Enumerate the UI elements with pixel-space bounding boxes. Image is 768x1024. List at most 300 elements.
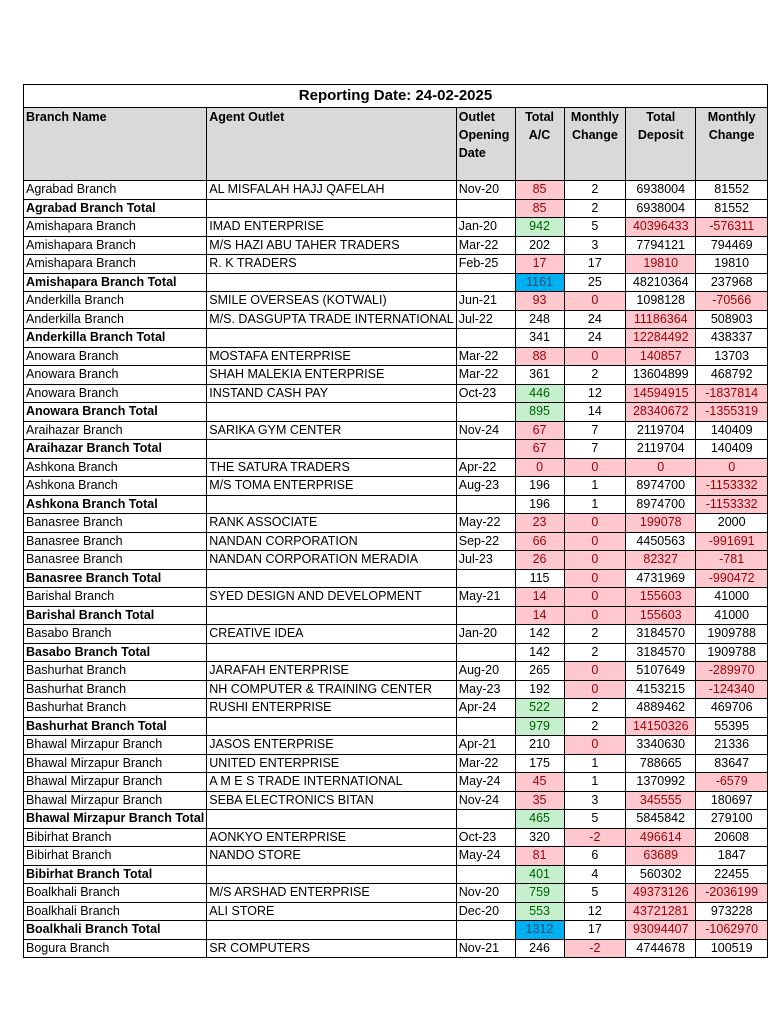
ac-change-cell: 3 xyxy=(564,791,626,810)
deposit-change-cell: 794469 xyxy=(696,236,768,255)
total-deposit-cell: 199078 xyxy=(626,514,696,533)
deposit-change-cell: 468792 xyxy=(696,366,768,385)
agent-outlet-cell: SYED DESIGN AND DEVELOPMENT xyxy=(207,588,456,607)
table-row xyxy=(24,736,768,755)
branch-name-cell: Anowara Branch xyxy=(24,347,207,366)
branch-name-cell: Bibirhat Branch Total xyxy=(24,865,207,884)
ac-change-cell: 0 xyxy=(564,458,626,477)
total-ac-cell: 446 xyxy=(515,384,564,403)
header-agent-outlet: Agent Outlet xyxy=(207,108,456,181)
total-ac-cell: 192 xyxy=(515,680,564,699)
branch-name-cell: Barishal Branch Total xyxy=(24,606,207,625)
table-row xyxy=(24,939,768,958)
branch-name-cell: Araihazar Branch xyxy=(24,421,207,440)
branch-name-cell: Ashkona Branch xyxy=(24,477,207,496)
total-ac-cell: 401 xyxy=(515,865,564,884)
table-row xyxy=(24,532,768,551)
total-deposit-cell: 140857 xyxy=(626,347,696,366)
table-row xyxy=(24,773,768,792)
branch-name-cell: Ashkona Branch Total xyxy=(24,495,207,514)
opening-date-cell: Mar-22 xyxy=(456,236,515,255)
total-deposit-cell: 14150326 xyxy=(626,717,696,736)
title-row xyxy=(24,85,768,108)
total-ac-cell: 942 xyxy=(515,218,564,237)
agent-outlet-cell xyxy=(207,403,456,422)
total-ac-cell: 553 xyxy=(515,902,564,921)
branch-name-cell: Anderkilla Branch Total xyxy=(24,329,207,348)
branch-name-cell: Bibirhat Branch xyxy=(24,847,207,866)
deposit-change-cell: 55395 xyxy=(696,717,768,736)
deposit-change-cell: 41000 xyxy=(696,606,768,625)
total-deposit-cell: 4731969 xyxy=(626,569,696,588)
total-ac-cell: 196 xyxy=(515,477,564,496)
total-ac-cell: 895 xyxy=(515,403,564,422)
table-row xyxy=(24,791,768,810)
branch-total-row xyxy=(24,440,768,459)
agent-outlet-cell: M/S. DASGUPTA TRADE INTERNATIONAL xyxy=(207,310,456,329)
ac-change-cell: 0 xyxy=(564,551,626,570)
branch-name-cell: Barishal Branch xyxy=(24,588,207,607)
table-row xyxy=(24,884,768,903)
branch-name-cell: Bibirhat Branch xyxy=(24,828,207,847)
table-row xyxy=(24,551,768,570)
opening-date-cell: Mar-22 xyxy=(456,754,515,773)
agent-outlet-cell: JARAFAH ENTERPRISE xyxy=(207,662,456,681)
deposit-change-cell: 279100 xyxy=(696,810,768,829)
opening-date-cell: Nov-21 xyxy=(456,939,515,958)
report-table xyxy=(23,84,768,958)
branch-total-row xyxy=(24,810,768,829)
branch-name-cell: Basabo Branch xyxy=(24,625,207,644)
ac-change-cell: 0 xyxy=(564,736,626,755)
total-deposit-cell: 1098128 xyxy=(626,292,696,311)
opening-date-cell: Dec-20 xyxy=(456,902,515,921)
ac-change-cell: 0 xyxy=(564,569,626,588)
branch-name-cell: Boalkhali Branch xyxy=(24,884,207,903)
agent-outlet-cell: NANDAN CORPORATION MERADIA xyxy=(207,551,456,570)
ac-change-cell: 2 xyxy=(564,699,626,718)
opening-date-cell: Nov-20 xyxy=(456,884,515,903)
opening-date-cell: Sep-22 xyxy=(456,532,515,551)
opening-date-cell xyxy=(456,329,515,348)
total-deposit-cell: 3184570 xyxy=(626,643,696,662)
agent-outlet-cell xyxy=(207,865,456,884)
total-ac-cell: 45 xyxy=(515,773,564,792)
opening-date-cell: Jul-23 xyxy=(456,551,515,570)
deposit-change-cell: 1909788 xyxy=(696,625,768,644)
total-deposit-cell: 6938004 xyxy=(626,199,696,218)
total-deposit-cell: 4153215 xyxy=(626,680,696,699)
agent-outlet-cell: NH COMPUTER & TRAINING CENTER xyxy=(207,680,456,699)
deposit-change-cell: 237968 xyxy=(696,273,768,292)
total-deposit-cell: 49373126 xyxy=(626,884,696,903)
total-ac-cell: 23 xyxy=(515,514,564,533)
total-deposit-cell: 2119704 xyxy=(626,421,696,440)
branch-name-cell: Bhawal Mirzapur Branch xyxy=(24,773,207,792)
ac-change-cell: 6 xyxy=(564,847,626,866)
branch-name-cell: Bashurhat Branch xyxy=(24,680,207,699)
branch-name-cell: Anowara Branch xyxy=(24,366,207,385)
header-deposit-monthly-change: Monthly Change xyxy=(696,108,768,181)
branch-name-cell: Ashkona Branch xyxy=(24,458,207,477)
agent-outlet-cell: M/S ARSHAD ENTERPRISE xyxy=(207,884,456,903)
total-deposit-cell: 1370992 xyxy=(626,773,696,792)
ac-change-cell: 5 xyxy=(564,810,626,829)
total-deposit-cell: 3340630 xyxy=(626,736,696,755)
agent-outlet-cell xyxy=(207,606,456,625)
deposit-change-cell: 140409 xyxy=(696,440,768,459)
branch-name-cell: Boalkhali Branch xyxy=(24,902,207,921)
ac-change-cell: 1 xyxy=(564,773,626,792)
total-deposit-cell: 788665 xyxy=(626,754,696,773)
deposit-change-cell: 438337 xyxy=(696,329,768,348)
total-ac-cell: 67 xyxy=(515,440,564,459)
total-ac-cell: 14 xyxy=(515,606,564,625)
ac-change-cell: 2 xyxy=(564,717,626,736)
total-ac-cell: 210 xyxy=(515,736,564,755)
table-row xyxy=(24,181,768,200)
table-row xyxy=(24,477,768,496)
ac-change-cell: 0 xyxy=(564,680,626,699)
opening-date-cell: Apr-24 xyxy=(456,699,515,718)
deposit-change-cell: 81552 xyxy=(696,181,768,200)
total-deposit-cell: 48210364 xyxy=(626,273,696,292)
total-deposit-cell: 4450563 xyxy=(626,532,696,551)
total-ac-cell: 93 xyxy=(515,292,564,311)
opening-date-cell: Nov-20 xyxy=(456,181,515,200)
opening-date-cell: Nov-24 xyxy=(456,791,515,810)
table-row xyxy=(24,255,768,274)
ac-change-cell: -2 xyxy=(564,939,626,958)
total-deposit-cell: 13604899 xyxy=(626,366,696,385)
agent-outlet-cell: RUSHI ENTERPRISE xyxy=(207,699,456,718)
agent-outlet-cell: IMAD ENTERPRISE xyxy=(207,218,456,237)
branch-total-row xyxy=(24,199,768,218)
opening-date-cell xyxy=(456,440,515,459)
total-ac-cell: 17 xyxy=(515,255,564,274)
opening-date-cell: Aug-20 xyxy=(456,662,515,681)
deposit-change-cell: 83647 xyxy=(696,754,768,773)
branch-name-cell: Amishapara Branch xyxy=(24,255,207,274)
ac-change-cell: 2 xyxy=(564,625,626,644)
branch-name-cell: Anowara Branch xyxy=(24,384,207,403)
opening-date-cell: Mar-22 xyxy=(456,366,515,385)
total-deposit-cell: 6938004 xyxy=(626,181,696,200)
agent-outlet-cell: SHAH MALEKIA ENTERPRISE xyxy=(207,366,456,385)
deposit-change-cell: 100519 xyxy=(696,939,768,958)
agent-outlet-cell: INSTAND CASH PAY xyxy=(207,384,456,403)
table-row xyxy=(24,662,768,681)
agent-outlet-cell xyxy=(207,717,456,736)
ac-change-cell: 0 xyxy=(564,347,626,366)
agent-outlet-cell: ALI STORE xyxy=(207,902,456,921)
total-deposit-cell: 560302 xyxy=(626,865,696,884)
total-ac-cell: 759 xyxy=(515,884,564,903)
opening-date-cell xyxy=(456,810,515,829)
ac-change-cell: 2 xyxy=(564,643,626,662)
opening-date-cell xyxy=(456,921,515,940)
ac-change-cell: 1 xyxy=(564,754,626,773)
branch-name-cell: Bhawal Mirzapur Branch xyxy=(24,791,207,810)
agent-outlet-cell: THE SATURA TRADERS xyxy=(207,458,456,477)
agent-outlet-cell: SEBA ELECTRONICS BITAN xyxy=(207,791,456,810)
agent-outlet-cell: SARIKA GYM CENTER xyxy=(207,421,456,440)
deposit-change-cell: 0 xyxy=(696,458,768,477)
deposit-change-cell: 180697 xyxy=(696,791,768,810)
opening-date-cell xyxy=(456,717,515,736)
opening-date-cell xyxy=(456,569,515,588)
agent-outlet-cell: CREATIVE IDEA xyxy=(207,625,456,644)
ac-change-cell: 17 xyxy=(564,921,626,940)
opening-date-cell: Aug-23 xyxy=(456,477,515,496)
header-ac-monthly-change: Monthly Change xyxy=(564,108,626,181)
opening-date-cell: Jul-22 xyxy=(456,310,515,329)
deposit-change-cell: 19810 xyxy=(696,255,768,274)
total-deposit-cell: 11186364 xyxy=(626,310,696,329)
branch-name-cell: Banasree Branch xyxy=(24,551,207,570)
branch-name-cell: Banasree Branch xyxy=(24,532,207,551)
branch-name-cell: Banasree Branch xyxy=(24,514,207,533)
total-ac-cell: 66 xyxy=(515,532,564,551)
branch-name-cell: Araihazar Branch Total xyxy=(24,440,207,459)
ac-change-cell: 0 xyxy=(564,532,626,551)
opening-date-cell: Jan-20 xyxy=(456,218,515,237)
total-deposit-cell: 0 xyxy=(626,458,696,477)
table-row xyxy=(24,754,768,773)
agent-outlet-cell xyxy=(207,810,456,829)
deposit-change-cell: -1153332 xyxy=(696,495,768,514)
ac-change-cell: 12 xyxy=(564,902,626,921)
total-ac-cell: 1161 xyxy=(515,273,564,292)
deposit-change-cell: 973228 xyxy=(696,902,768,921)
table-row xyxy=(24,292,768,311)
branch-total-row xyxy=(24,569,768,588)
branch-name-cell: Bhawal Mirzapur Branch Total xyxy=(24,810,207,829)
branch-name-cell: Bhawal Mirzapur Branch xyxy=(24,754,207,773)
agent-outlet-cell xyxy=(207,495,456,514)
ac-change-cell: 0 xyxy=(564,606,626,625)
ac-change-cell: 3 xyxy=(564,236,626,255)
total-ac-cell: 522 xyxy=(515,699,564,718)
total-ac-cell: 142 xyxy=(515,625,564,644)
table-row xyxy=(24,421,768,440)
ac-change-cell: -2 xyxy=(564,828,626,847)
table-row xyxy=(24,347,768,366)
total-ac-cell: 35 xyxy=(515,791,564,810)
ac-change-cell: 7 xyxy=(564,421,626,440)
deposit-change-cell: 81552 xyxy=(696,199,768,218)
total-ac-cell: 175 xyxy=(515,754,564,773)
deposit-change-cell: -1837814 xyxy=(696,384,768,403)
total-deposit-cell: 63689 xyxy=(626,847,696,866)
agent-outlet-cell xyxy=(207,199,456,218)
table-row xyxy=(24,458,768,477)
opening-date-cell: May-22 xyxy=(456,514,515,533)
branch-name-cell: Banasree Branch Total xyxy=(24,569,207,588)
ac-change-cell: 14 xyxy=(564,403,626,422)
deposit-change-cell: 22455 xyxy=(696,865,768,884)
ac-change-cell: 2 xyxy=(564,181,626,200)
opening-date-cell: Oct-23 xyxy=(456,384,515,403)
opening-date-cell: Feb-25 xyxy=(456,255,515,274)
opening-date-cell: Oct-23 xyxy=(456,828,515,847)
ac-change-cell: 4 xyxy=(564,865,626,884)
deposit-change-cell: -990472 xyxy=(696,569,768,588)
total-ac-cell: 0 xyxy=(515,458,564,477)
opening-date-cell xyxy=(456,495,515,514)
total-ac-cell: 67 xyxy=(515,421,564,440)
total-ac-cell: 196 xyxy=(515,495,564,514)
total-deposit-cell: 345555 xyxy=(626,791,696,810)
opening-date-cell: Apr-21 xyxy=(456,736,515,755)
ac-change-cell: 7 xyxy=(564,440,626,459)
branch-total-row xyxy=(24,403,768,422)
opening-date-cell: Mar-22 xyxy=(456,347,515,366)
total-ac-cell: 265 xyxy=(515,662,564,681)
deposit-change-cell: 20608 xyxy=(696,828,768,847)
deposit-change-cell: -289970 xyxy=(696,662,768,681)
ac-change-cell: 5 xyxy=(564,884,626,903)
deposit-change-cell: 508903 xyxy=(696,310,768,329)
table-row xyxy=(24,310,768,329)
report-title: Reporting Date: 24-02-2025 xyxy=(24,85,768,108)
deposit-change-cell: 1909788 xyxy=(696,643,768,662)
opening-date-cell xyxy=(456,199,515,218)
branch-name-cell: Anderkilla Branch xyxy=(24,292,207,311)
branch-total-row xyxy=(24,921,768,940)
table-row xyxy=(24,236,768,255)
total-deposit-cell: 496614 xyxy=(626,828,696,847)
branch-name-cell: Bhawal Mirzapur Branch xyxy=(24,736,207,755)
branch-name-cell: Amishapara Branch Total xyxy=(24,273,207,292)
opening-date-cell: Nov-24 xyxy=(456,421,515,440)
opening-date-cell xyxy=(456,606,515,625)
agent-outlet-cell: M/S TOMA ENTERPRISE xyxy=(207,477,456,496)
total-deposit-cell: 2119704 xyxy=(626,440,696,459)
opening-date-cell xyxy=(456,865,515,884)
branch-name-cell: Anowara Branch Total xyxy=(24,403,207,422)
total-deposit-cell: 43721281 xyxy=(626,902,696,921)
total-deposit-cell: 12284492 xyxy=(626,329,696,348)
deposit-change-cell: -1062970 xyxy=(696,921,768,940)
branch-name-cell: Basabo Branch Total xyxy=(24,643,207,662)
agent-outlet-cell: UNITED ENTERPRISE xyxy=(207,754,456,773)
agent-outlet-cell: AONKYO ENTERPRISE xyxy=(207,828,456,847)
total-ac-cell: 246 xyxy=(515,939,564,958)
ac-change-cell: 1 xyxy=(564,495,626,514)
deposit-change-cell: -1153332 xyxy=(696,477,768,496)
table-row xyxy=(24,847,768,866)
table-row xyxy=(24,384,768,403)
agent-outlet-cell: NANDAN CORPORATION xyxy=(207,532,456,551)
branch-name-cell: Anderkilla Branch xyxy=(24,310,207,329)
agent-outlet-cell: SMILE OVERSEAS (KOTWALI) xyxy=(207,292,456,311)
deposit-change-cell: 13703 xyxy=(696,347,768,366)
branch-total-row xyxy=(24,643,768,662)
deposit-change-cell: 1847 xyxy=(696,847,768,866)
table-row xyxy=(24,625,768,644)
branch-name-cell: Amishapara Branch xyxy=(24,236,207,255)
deposit-change-cell: -781 xyxy=(696,551,768,570)
ac-change-cell: 2 xyxy=(564,366,626,385)
branch-total-row xyxy=(24,717,768,736)
agent-outlet-cell xyxy=(207,921,456,940)
opening-date-cell: May-21 xyxy=(456,588,515,607)
agent-outlet-cell xyxy=(207,440,456,459)
agent-outlet-cell: SR COMPUTERS xyxy=(207,939,456,958)
table-row xyxy=(24,218,768,237)
total-ac-cell: 115 xyxy=(515,569,564,588)
total-deposit-cell: 82327 xyxy=(626,551,696,570)
deposit-change-cell: -6579 xyxy=(696,773,768,792)
total-deposit-cell: 8974700 xyxy=(626,495,696,514)
report-body xyxy=(24,181,768,958)
total-deposit-cell: 7794121 xyxy=(626,236,696,255)
total-ac-cell: 361 xyxy=(515,366,564,385)
ac-change-cell: 2 xyxy=(564,199,626,218)
ac-change-cell: 24 xyxy=(564,310,626,329)
agent-outlet-cell: JASOS ENTERPRISE xyxy=(207,736,456,755)
ac-change-cell: 0 xyxy=(564,662,626,681)
agent-outlet-cell: MOSTAFA ENTERPRISE xyxy=(207,347,456,366)
opening-date-cell: May-23 xyxy=(456,680,515,699)
header-opening-date: Outlet Opening Date xyxy=(456,108,515,181)
ac-change-cell: 0 xyxy=(564,292,626,311)
header-branch-name: Branch Name xyxy=(24,108,207,181)
total-deposit-cell: 155603 xyxy=(626,606,696,625)
total-ac-cell: 14 xyxy=(515,588,564,607)
total-ac-cell: 142 xyxy=(515,643,564,662)
deposit-change-cell: 2000 xyxy=(696,514,768,533)
ac-change-cell: 25 xyxy=(564,273,626,292)
header-total-deposit: Total Deposit xyxy=(626,108,696,181)
deposit-change-cell: -991691 xyxy=(696,532,768,551)
total-ac-cell: 248 xyxy=(515,310,564,329)
agent-outlet-cell: R. K TRADERS xyxy=(207,255,456,274)
total-deposit-cell: 40396433 xyxy=(626,218,696,237)
opening-date-cell: May-24 xyxy=(456,773,515,792)
branch-name-cell: Amishapara Branch xyxy=(24,218,207,237)
deposit-change-cell: 140409 xyxy=(696,421,768,440)
table-row xyxy=(24,366,768,385)
branch-total-row xyxy=(24,273,768,292)
agent-outlet-cell: AL MISFALAH HAJJ QAFELAH xyxy=(207,181,456,200)
ac-change-cell: 1 xyxy=(564,477,626,496)
deposit-change-cell: 21336 xyxy=(696,736,768,755)
total-deposit-cell: 28340672 xyxy=(626,403,696,422)
table-row xyxy=(24,902,768,921)
agent-outlet-cell xyxy=(207,329,456,348)
opening-date-cell: Jan-20 xyxy=(456,625,515,644)
total-deposit-cell: 5845842 xyxy=(626,810,696,829)
branch-name-cell: Agrabad Branch Total xyxy=(24,199,207,218)
table-row xyxy=(24,680,768,699)
ac-change-cell: 24 xyxy=(564,329,626,348)
total-deposit-cell: 5107649 xyxy=(626,662,696,681)
opening-date-cell xyxy=(456,403,515,422)
branch-name-cell: Bogura Branch xyxy=(24,939,207,958)
total-ac-cell: 26 xyxy=(515,551,564,570)
branch-name-cell: Agrabad Branch xyxy=(24,181,207,200)
deposit-change-cell: -2036199 xyxy=(696,884,768,903)
opening-date-cell xyxy=(456,273,515,292)
branch-name-cell: Bashurhat Branch xyxy=(24,662,207,681)
deposit-change-cell: -124340 xyxy=(696,680,768,699)
ac-change-cell: 5 xyxy=(564,218,626,237)
opening-date-cell: Jun-21 xyxy=(456,292,515,311)
branch-total-row xyxy=(24,606,768,625)
opening-date-cell: Apr-22 xyxy=(456,458,515,477)
